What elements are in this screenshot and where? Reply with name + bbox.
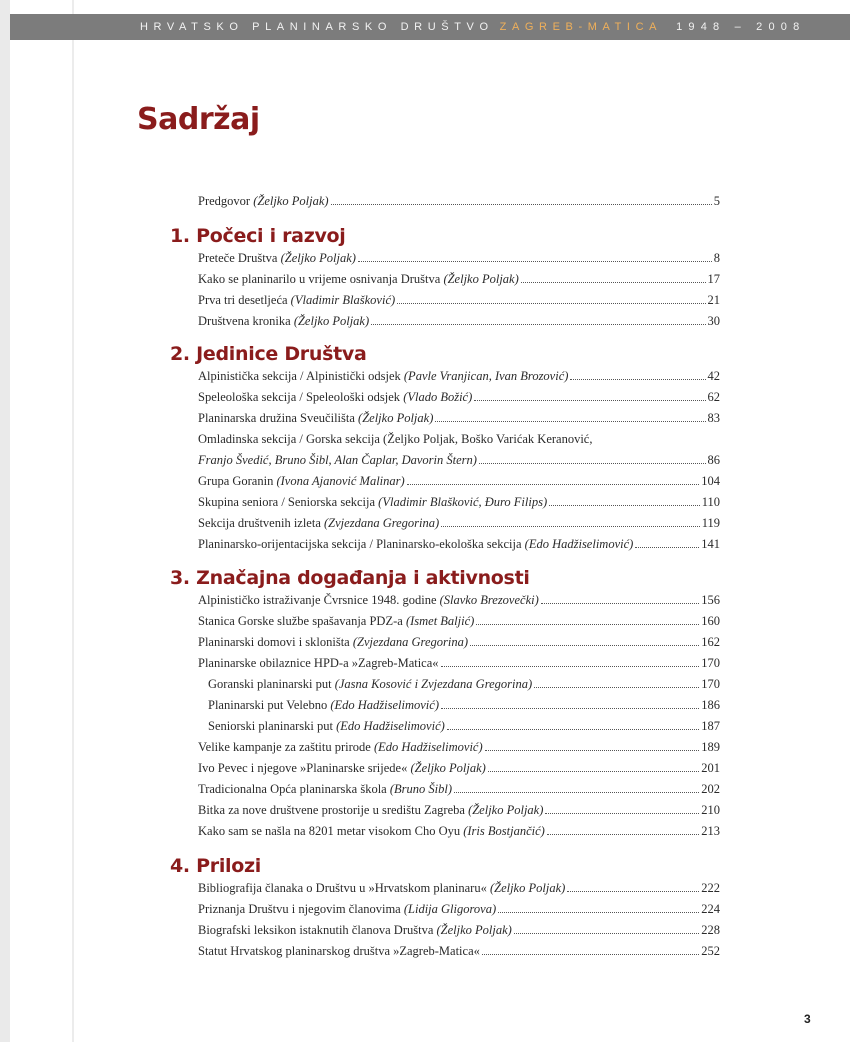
entry-title	[198, 593, 539, 608]
toc-entry-continuation[interactable]	[198, 453, 720, 474]
entry-author: (Ivona Ajanović Malinar)	[276, 474, 405, 488]
entry-author: (Vladimir Blašković)	[290, 293, 396, 307]
section-heading: 1. Počeci i razvoj	[170, 225, 346, 247]
dot-leader	[547, 834, 699, 835]
toc-entry[interactable]	[198, 923, 720, 944]
header-club: ZAGREB-MATICA	[499, 21, 663, 33]
entry-title	[198, 923, 512, 938]
entry-title	[198, 272, 519, 287]
dot-leader	[397, 303, 705, 304]
entry-title	[198, 516, 439, 531]
entry-author: (Željko Poljak)	[293, 314, 370, 328]
entry-page: 17	[707, 272, 720, 286]
dot-leader	[498, 912, 699, 913]
entry-title	[198, 761, 486, 776]
toc-entry[interactable]	[198, 474, 720, 495]
entry-title-text: Kako se planinarilo u vrijeme osnivanja Društva	[198, 272, 441, 286]
dot-leader	[534, 687, 699, 688]
toc-entry[interactable]	[198, 593, 720, 614]
entry-author: (Vladimir Blašković, Đuro Filips)	[378, 495, 548, 509]
entry-title-text: Planinarska družina Sveučilišta	[198, 411, 355, 425]
entry-page: 170	[701, 677, 720, 691]
entry-page: 160	[701, 614, 720, 628]
toc-entry[interactable]	[198, 656, 720, 677]
entry-author: (Slavko Brezovečki)	[439, 593, 539, 607]
entry-title	[198, 495, 547, 510]
entry-title	[198, 474, 405, 489]
entry-page: 86	[707, 453, 720, 467]
header-band	[10, 14, 850, 40]
entry-page: 83	[707, 411, 720, 425]
toc-entry[interactable]	[198, 740, 720, 761]
entry-title-text: Alpinistička sekcija / Alpinistički odsjek	[198, 369, 401, 383]
toc-entry[interactable]	[198, 293, 720, 314]
entry-title	[198, 194, 329, 209]
entry-title	[198, 902, 496, 917]
entry-page: 5	[713, 194, 720, 208]
entry-title	[208, 698, 439, 713]
entry-title-text: Predgovor	[198, 194, 251, 208]
entry-author: (Iris Bostjančić)	[463, 824, 545, 838]
toc-entry[interactable]	[198, 803, 720, 824]
toc-entry[interactable]	[198, 516, 720, 537]
dot-leader	[567, 891, 699, 892]
entry-title-text: Skupina seniora / Seniorska sekcija	[198, 495, 376, 509]
entry-title-text: Planinarski domovi i skloništa	[198, 635, 350, 649]
dot-leader	[441, 666, 700, 667]
entry-page: 252	[701, 944, 720, 958]
entry-author: (Jasna Kosović i Zvjezdana Gregorina)	[334, 677, 533, 691]
section-heading: 4. Prilozi	[170, 855, 261, 877]
toc-entry[interactable]	[198, 944, 720, 965]
entry-title-text: Biografski leksikon istaknutih članova Društva	[198, 923, 434, 937]
entry-page: 156	[701, 593, 720, 607]
entry-author: (Željko Poljak)	[489, 881, 566, 895]
entry-title-text: Seniorski planinarski put	[208, 719, 333, 733]
entry-title-text: Speleološka sekcija / Speleološki odsjek	[198, 390, 401, 404]
entry-author: (Bruno Šibl)	[389, 782, 453, 796]
toc-entry[interactable]	[198, 881, 720, 902]
dot-leader	[474, 400, 705, 401]
entry-author: (Željko Poljak)	[443, 272, 519, 286]
toc-entry[interactable]	[208, 677, 720, 698]
entry-author: (Edo Hadžiselimović)	[336, 719, 445, 733]
entry-page: 119	[701, 516, 720, 530]
entry-page: 141	[701, 537, 720, 551]
entry-title-text: Omladinska sekcija / Gorska sekcija	[198, 432, 380, 446]
toc-entry[interactable]	[198, 614, 720, 635]
entry-page: 21	[707, 293, 720, 307]
toc-entry[interactable]	[208, 719, 720, 740]
dot-leader	[485, 750, 700, 751]
entry-title	[198, 740, 483, 755]
toc-entry[interactable]	[198, 761, 720, 782]
toc-entry[interactable]	[198, 824, 720, 845]
entry-title-text: Velike kampanje za zaštitu prirode	[198, 740, 371, 754]
toc-entry[interactable]	[198, 369, 720, 390]
entry-title	[208, 719, 445, 734]
entry-title	[198, 314, 369, 329]
toc-entry[interactable]	[198, 314, 720, 335]
entry-title	[198, 411, 433, 426]
entry-author: (Edo Hadžiselimović)	[524, 537, 634, 551]
toc-entry[interactable]	[198, 272, 720, 293]
dot-leader	[435, 421, 705, 422]
dot-leader	[521, 282, 706, 283]
entry-page: 224	[701, 902, 720, 916]
header-org: HRVATSKO PLANINARSKO DRUŠTVO	[140, 21, 494, 33]
entry-author: (Željko Poljak)	[253, 194, 329, 208]
toc-entry[interactable]	[198, 432, 592, 453]
entry-page: 42	[707, 369, 720, 383]
entry-page: 201	[701, 761, 720, 775]
entry-title-text: Kako sam se našla na 8201 metar visokom Cho Oyu	[198, 824, 461, 838]
toc-entry[interactable]	[198, 902, 720, 923]
dot-leader	[482, 954, 699, 955]
entry-title-text: Statut Hrvatskog planinarskog društva »Zagreb-Matica«	[198, 944, 480, 958]
toc-entry[interactable]	[198, 635, 720, 656]
dot-leader	[549, 505, 700, 506]
dot-leader	[470, 645, 699, 646]
dot-leader	[488, 771, 699, 772]
entry-title-text: Planinarski put Velebno	[208, 698, 328, 712]
entry-page: 30	[707, 314, 720, 328]
dot-leader	[441, 526, 700, 527]
page-title: Sadržaj	[137, 102, 260, 137]
entry-page: 110	[701, 495, 720, 509]
dot-leader	[479, 463, 706, 464]
entry-page: 62	[707, 390, 720, 404]
entry-author: (Željko Poljak, Boško Varićak Keranović,	[383, 432, 593, 446]
entry-title	[198, 803, 543, 818]
entry-author: (Željko Poljak)	[468, 803, 544, 817]
entry-author: (Vlado Božić)	[403, 390, 473, 404]
entry-page: 202	[701, 782, 720, 796]
entry-title-text: Alpinističko istraživanje Čvrsnice 1948. godine	[198, 593, 437, 607]
entry-author: (Pavle Vranjican, Ivan Brozović)	[403, 369, 569, 383]
toc-entry[interactable]	[198, 411, 720, 432]
dot-leader	[371, 324, 705, 325]
entry-title-text: Preteče Društva	[198, 251, 278, 265]
entry-title	[198, 293, 395, 308]
entry-page: 187	[701, 719, 720, 733]
entry-title	[198, 537, 633, 552]
page-edge	[0, 0, 10, 1042]
dot-leader	[447, 729, 699, 730]
entry-title-text: Sekcija društvenih izleta	[198, 516, 321, 530]
entry-author: (Zvjezdana Gregorina)	[324, 516, 440, 530]
entry-page: 222	[701, 881, 720, 895]
entry-title	[198, 782, 452, 797]
entry-title-text: Grupa Goranin	[198, 474, 274, 488]
entry-page: 8	[713, 251, 720, 265]
entry-page: 104	[701, 474, 720, 488]
entry-title-text: Prva tri desetljeća	[198, 293, 288, 307]
entry-title-text: Priznanja Društvu i njegovim članovima	[198, 902, 401, 916]
entry-title	[198, 881, 565, 896]
entry-title-text: Planinarsko-orijentacijska sekcija / Planinarsko-ekološka sekcija	[198, 537, 522, 551]
dot-leader	[545, 813, 699, 814]
toc-entry[interactable]	[208, 698, 720, 719]
entry-title	[198, 944, 480, 959]
entry-page: 170	[701, 656, 720, 670]
entry-title	[198, 614, 474, 629]
entry-author-continued: Franjo Švedić, Bruno Šibl, Alan Čaplar, Davorin Štern)	[198, 453, 477, 467]
entry-title-text: Bitka za nove društvene prostorije u središtu Zagreba	[198, 803, 465, 817]
entry-author: (Edo Hadžiselimović)	[373, 740, 483, 754]
entry-author: (Željko Poljak)	[410, 761, 486, 775]
dot-leader	[541, 603, 699, 604]
entry-author: (Željko Poljak)	[436, 923, 512, 937]
toc-entry[interactable]	[198, 782, 720, 803]
section-heading: 3. Značajna događanja i aktivnosti	[170, 567, 530, 589]
entry-title-text: Planinarske obilaznice HPD-a »Zagreb-Matica«	[198, 656, 439, 670]
page-number: 3	[804, 1012, 811, 1026]
dot-leader	[570, 379, 705, 380]
entry-author: (Željko Poljak)	[358, 411, 434, 425]
page-fold	[72, 0, 74, 1042]
entry-page: 186	[701, 698, 720, 712]
dot-leader	[454, 792, 699, 793]
entry-title-text: Stanica Gorske službe spašavanja PDZ-a	[198, 614, 403, 628]
entry-author: (Željko Poljak)	[280, 251, 356, 265]
entry-author: (Edo Hadžiselimović)	[330, 698, 439, 712]
dot-leader	[407, 484, 700, 485]
entry-title	[198, 432, 592, 446]
dot-leader	[331, 204, 712, 205]
entry-title-text: Društvena kronika	[198, 314, 291, 328]
entry-page: 228	[701, 923, 720, 937]
dot-leader	[476, 624, 699, 625]
entry-title	[198, 251, 356, 266]
entry-title	[198, 635, 468, 650]
entry-author: (Ismet Baljić)	[405, 614, 475, 628]
entry-title-text: Bibliografija članaka o Društvu u »Hrvatskom planinaru«	[198, 881, 487, 895]
entry-title	[198, 390, 472, 405]
dot-leader	[358, 261, 712, 262]
toc-entry[interactable]	[198, 537, 720, 558]
entry-author: (Zvjezdana Gregorina)	[352, 635, 469, 649]
entry-title-text: Tradicionalna Opća planinarska škola	[198, 782, 387, 796]
entry-title	[198, 656, 439, 671]
entry-title	[208, 677, 532, 692]
entry-page: 213	[701, 824, 720, 838]
entry-title	[198, 824, 545, 839]
toc-entry[interactable]	[198, 390, 720, 411]
toc-entry[interactable]	[198, 251, 720, 272]
dot-leader	[635, 547, 699, 548]
entry-page: 210	[701, 803, 720, 817]
entry-author: (Lidija Gligorova)	[403, 902, 497, 916]
entry-page: 189	[701, 740, 720, 754]
dot-leader	[441, 708, 699, 709]
entry-title-text: Ivo Pevec i njegove »Planinarske srijede«	[198, 761, 408, 775]
header-years: 1948 – 2008	[676, 21, 806, 33]
section-heading: 2. Jedinice Društva	[170, 343, 367, 365]
dot-leader	[514, 933, 699, 934]
toc-entry[interactable]	[198, 495, 720, 516]
entry-title-text: Goranski planinarski put	[208, 677, 332, 691]
entry-page: 162	[701, 635, 720, 649]
toc-entry[interactable]	[198, 194, 720, 215]
entry-title	[198, 369, 568, 384]
